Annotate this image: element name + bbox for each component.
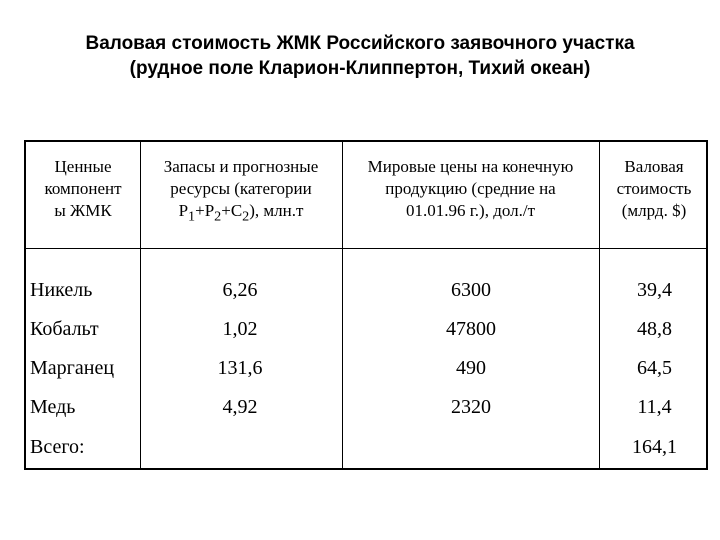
price-cell: 47800 (446, 318, 496, 340)
header-divider (26, 248, 706, 249)
total-label: Всего: (30, 436, 85, 458)
table-row (26, 310, 706, 349)
reserves-cell: 6,26 (222, 279, 258, 301)
page-subtitle: (рудное поле Кларион-Клиппертон, Тихий океан) (129, 58, 591, 79)
price-cell: 6300 (451, 279, 491, 301)
header-reserves: Запасы и прогнозные ресурсы (категории $P_1+P_2+C_2$), млн.т (163, 157, 319, 225)
price-cell: 490 (456, 357, 486, 379)
component-name: Кобальт (30, 318, 99, 340)
value-cell: 48,8 (637, 318, 672, 340)
component-name: Марганец (30, 357, 115, 379)
value-cell: 39,4 (637, 279, 672, 301)
value-table (24, 140, 708, 470)
value-cell: 64,5 (637, 357, 672, 379)
reserves-cell: 1,02 (222, 318, 258, 340)
component-name: Медь (30, 396, 76, 418)
table-row (26, 388, 706, 427)
table-row (26, 349, 706, 388)
reserves-cell: 131,6 (217, 357, 263, 379)
total-row (26, 428, 706, 467)
header-value: Валовая стоимость (млрд. $) (616, 157, 692, 220)
header-prices: Мировые цены на конечную продукцию (средние на 01.01.96 г.), дол./т (367, 157, 574, 220)
header-components: Ценные компонент ы ЖМК (44, 157, 122, 220)
table-row (26, 271, 706, 310)
total-value: 164,1 (632, 436, 677, 458)
component-name: Никель (30, 279, 93, 301)
value-cell: 11,4 (637, 396, 672, 418)
price-cell: 2320 (451, 396, 491, 418)
page-title: Валовая стоимость ЖМК Российского заявочного участка (85, 33, 635, 54)
reserves-cell: 4,92 (222, 396, 258, 418)
